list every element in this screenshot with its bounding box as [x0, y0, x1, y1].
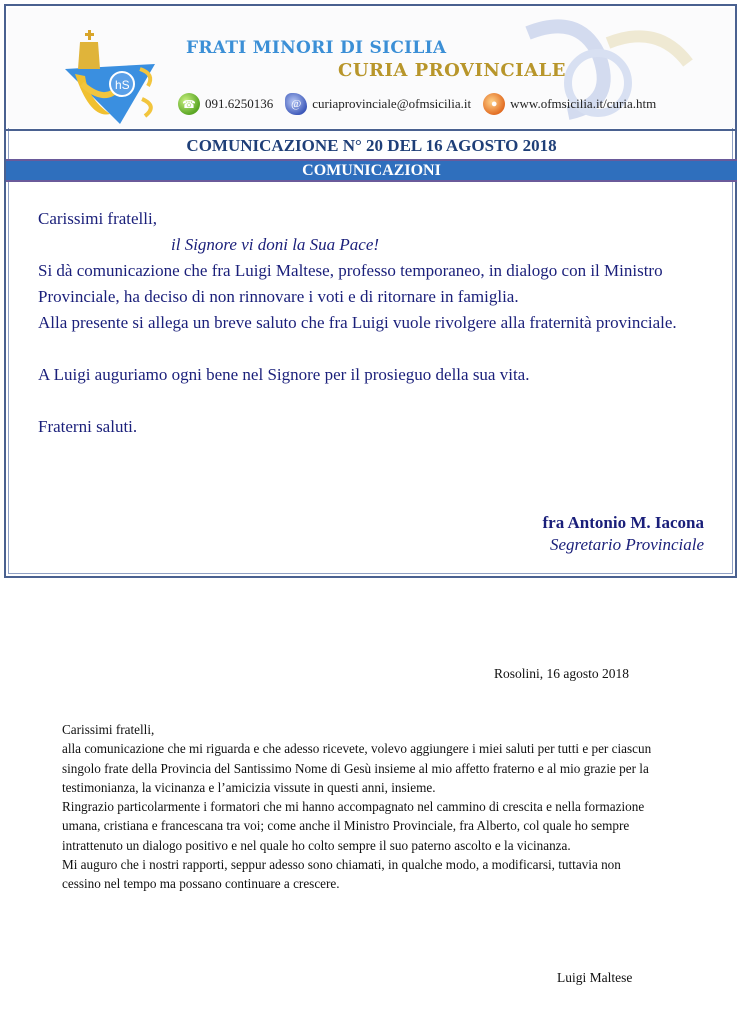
phone-icon: ☎ [178, 93, 200, 115]
paragraph: A Luigi auguriamo ogni bene nel Signore per il prosieguo della sua vita. [38, 365, 530, 384]
phone-number: 091.6250136 [205, 96, 274, 111]
letter-paragraph: alla comunicazione che mi riguarda e che adesso ricevete, volevo aggiungere i miei saluti per tutti e per ciascun singolo frate della Provincia del Santissimo Nome di Gesù insieme al mio affetto fraterno e al mio grazie per la testimonianza, la vicinanza e l’amicizia vissute in questi anni, insieme. [62, 741, 652, 795]
header-banner [8, 8, 735, 128]
svg-text:hS: hS [115, 78, 130, 92]
section-title: COMUNICAZIONI [302, 162, 441, 179]
org-title: FRATI MINORI DI SICILIA [186, 38, 447, 58]
letter-paragraph: Ringrazio particolarmente i formatori che mi hanno accompagnato nel cammino di crescita e nella formazione umana, cristiana e francescana tra voi; come anche il Ministro Provinciale, fra Alberto, col quale ho sempre intrattenuto un dialogo positivo e nel quale ho colto sempre il suo paterno ascolto e la vicinanza. [62, 799, 645, 853]
signer-name: fra Antonio M. Iacona [542, 513, 704, 532]
section-bar [6, 159, 737, 182]
communication-title: COMUNICAZIONE N° 20 DEL 16 AGOSTO 2018 [186, 136, 557, 155]
paragraph: Alla presente si allega un breve saluto che fra Luigi vuole rivolgere alla fraternità provinciale. [38, 313, 677, 332]
letter-greeting: Carissimi fratelli, [62, 722, 155, 737]
contact-email[interactable] [285, 93, 471, 115]
signer-role: Segretario Provinciale [549, 535, 704, 554]
email-address[interactable]: curiaprovinciale@ofmsicilia.it [312, 96, 472, 111]
communication-body [38, 206, 708, 440]
email-icon: @ [285, 93, 307, 115]
contact-web[interactable] [483, 93, 656, 115]
letter-signature: Luigi Maltese [557, 970, 633, 985]
franciscan-logo-icon [60, 24, 175, 124]
divider [6, 129, 737, 131]
closing: Fraterni saluti. [38, 417, 138, 436]
signature-block [543, 512, 705, 556]
attached-letter [62, 720, 662, 894]
org-subtitle: CURIA PROVINCIALE [338, 60, 566, 81]
blessing: il Signore vi doni la Sua Pace! [171, 235, 380, 254]
letter-paragraph: Mi auguro che i nostri rapporti, seppur adesso sono chiamati, in qualche modo, a modificarsi, tuttavia non cessino nel tempo ma possano continuare a crescere. [62, 857, 621, 892]
website-url[interactable]: www.ofmsicilia.it/curia.htm [510, 96, 657, 111]
greeting: Carissimi fratelli, [38, 209, 157, 228]
letter-date: Rosolini, 16 agosto 2018 [494, 666, 630, 681]
contact-phone [178, 93, 273, 115]
paragraph: Si dà comunicazione che fra Luigi Maltese, professo temporaneo, in dialogo con il Ministro Provinciale, ha deciso di non rinnovare i voti e di ritornare in famiglia. [38, 261, 663, 306]
contact-row [178, 92, 668, 116]
web-icon: ● [483, 93, 505, 115]
